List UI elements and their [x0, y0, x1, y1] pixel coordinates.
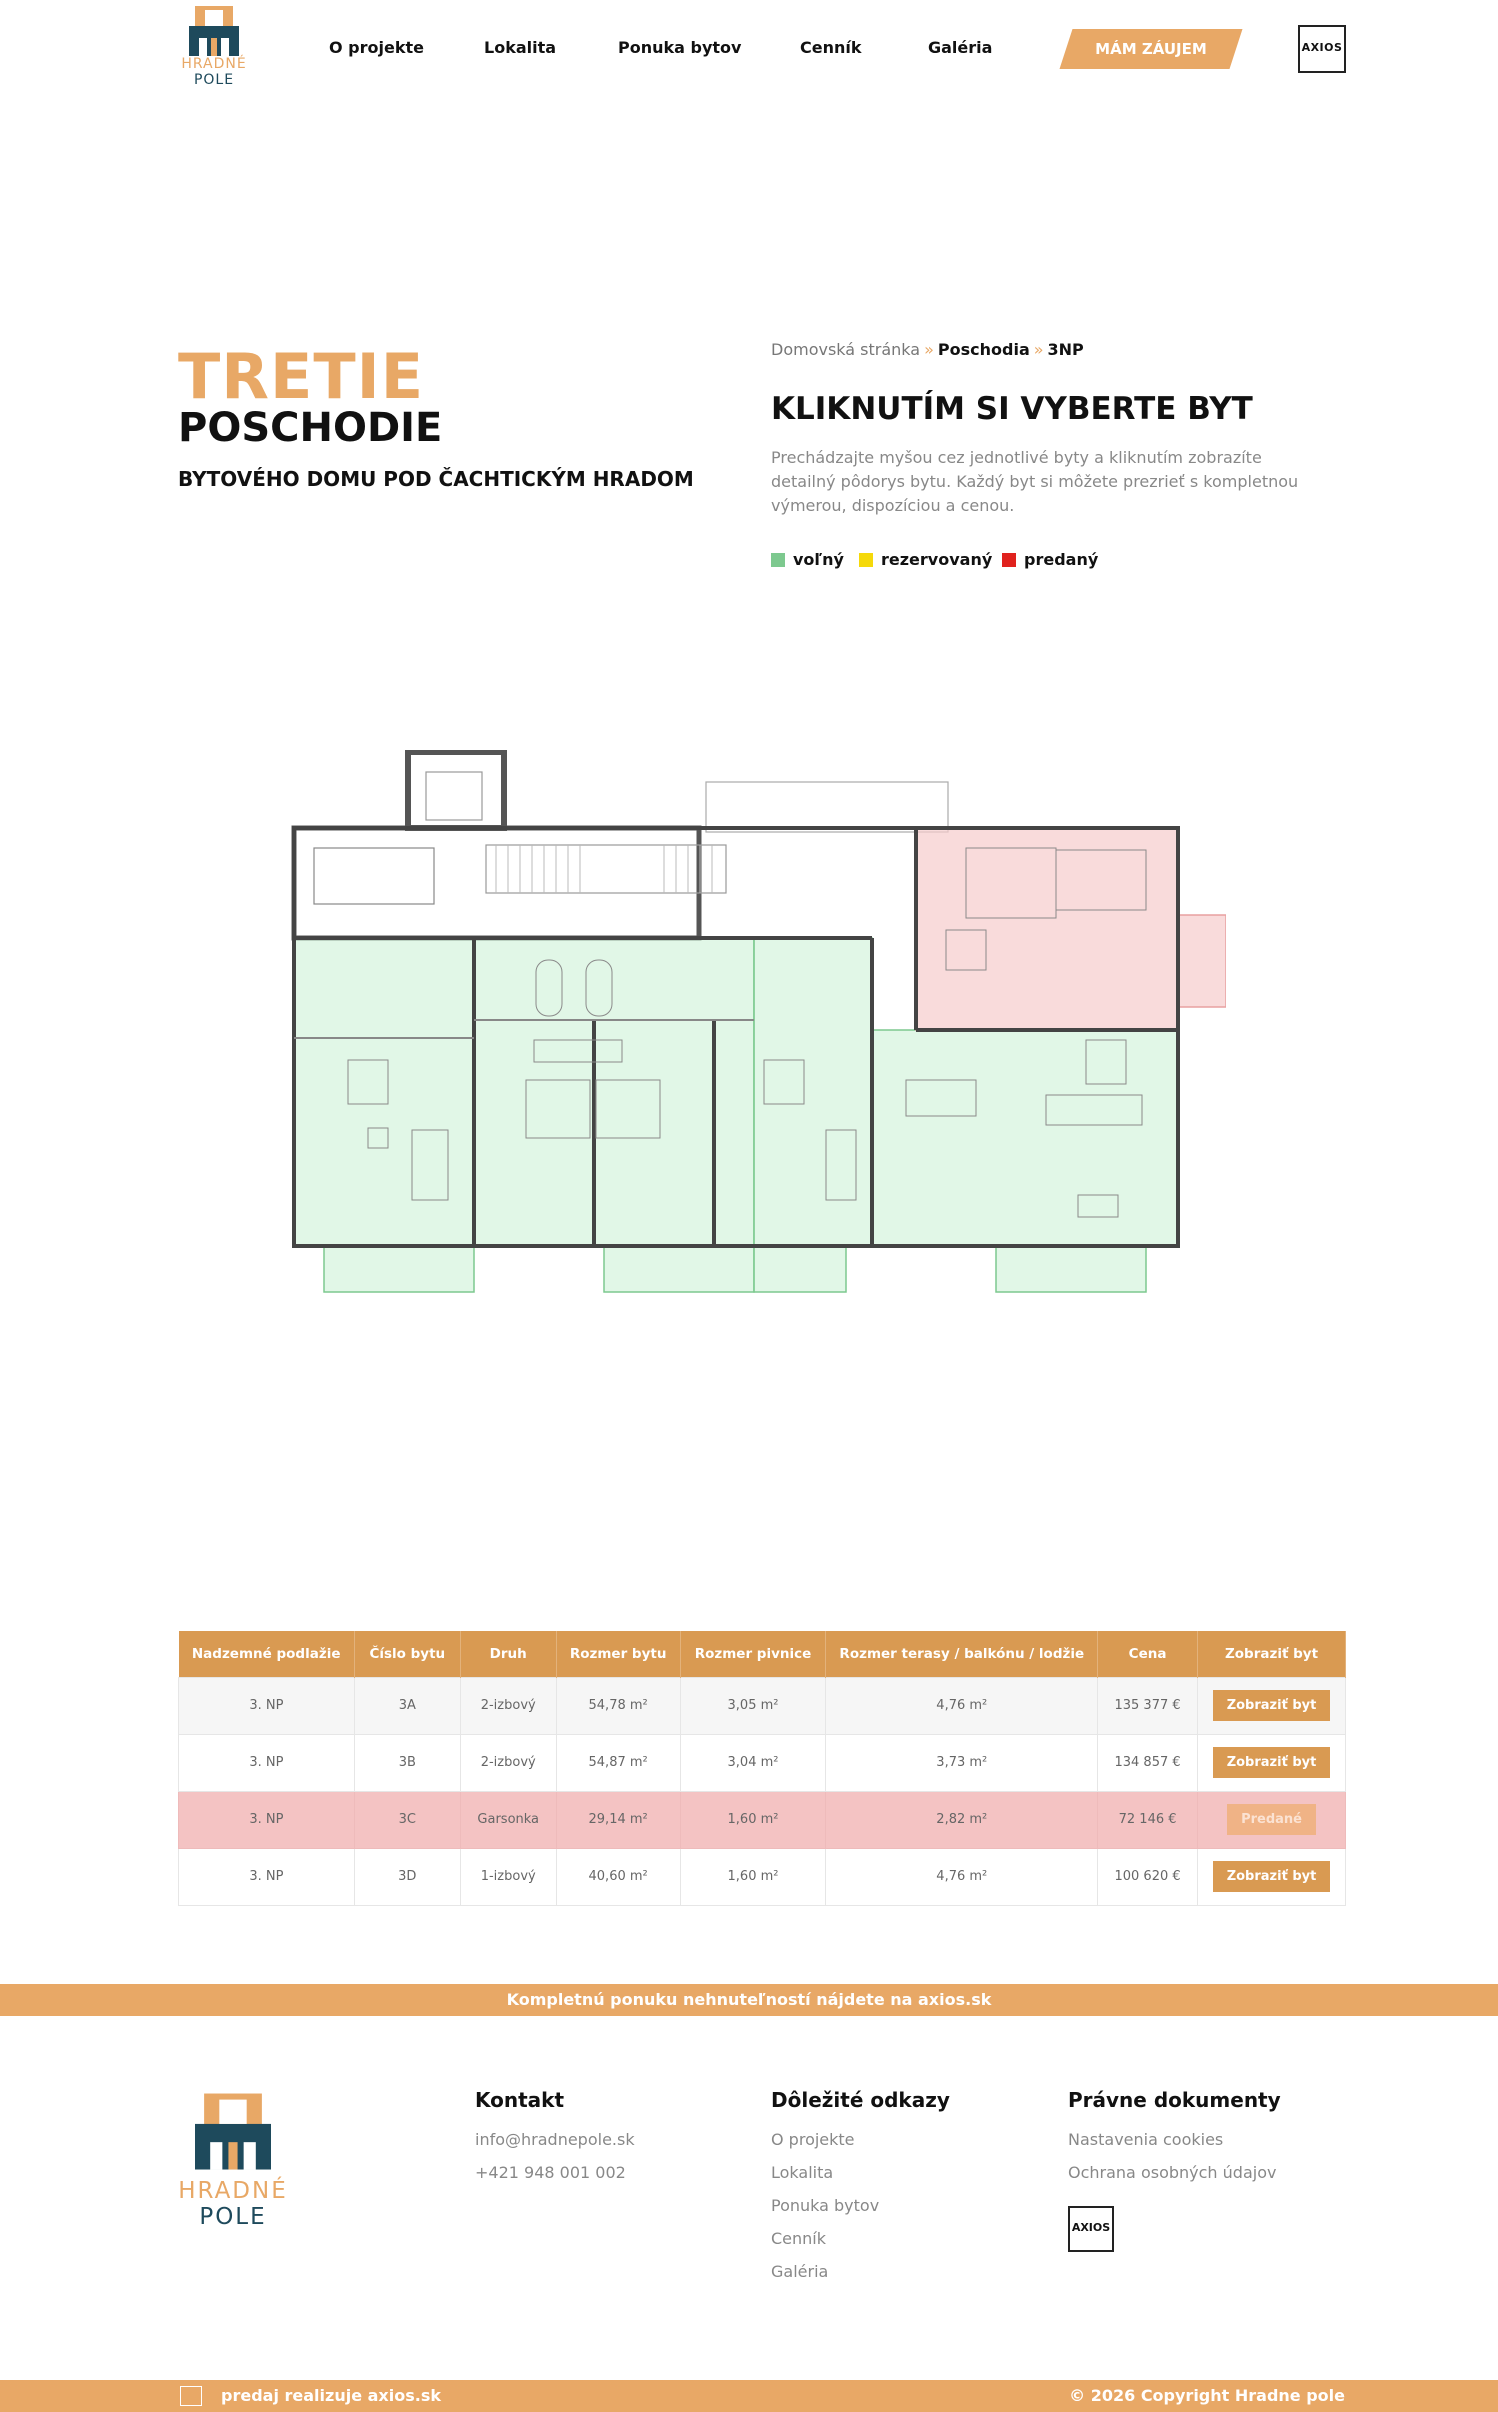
- footer-link-lokalita[interactable]: Lokalita: [771, 2163, 834, 2182]
- logo-text-top: HRADNÉ: [181, 56, 247, 72]
- nav-o-projekte[interactable]: O projekte: [329, 38, 424, 57]
- picker-title: KLIKNUTÍM SI VYBERTE BYT: [771, 391, 1253, 427]
- col-type: Druh: [460, 1631, 556, 1677]
- breadcrumb-current: 3NP: [1047, 340, 1084, 359]
- footer-privacy-link[interactable]: Ochrana osobných údajov: [1068, 2163, 1277, 2182]
- hero-subtitle: BYTOVÉHO DOMU POD ČACHTICKÝM HRADOM: [178, 467, 694, 491]
- footer-link-o-projekte[interactable]: O projekte: [771, 2130, 855, 2149]
- castle-logo-icon: [195, 2090, 271, 2170]
- footer-axios-logo[interactable]: AXIOS: [1068, 2206, 1114, 2252]
- view-apartment-button[interactable]: Zobraziť byt: [1213, 1747, 1331, 1778]
- col-floor: Nadzemné podlažie: [179, 1631, 355, 1677]
- col-price: Cena: [1098, 1631, 1198, 1677]
- axios-small-icon: [180, 2386, 202, 2406]
- hero-title: POSCHODIE: [178, 405, 443, 451]
- table-header-row: [179, 1631, 1346, 1677]
- table-row[interactable]: 3. NP 3D 1-izbový 40,60 m² 1,60 m² 4,76 m² 100 620 € Zobraziť byt: [179, 1848, 1346, 1905]
- table-row[interactable]: 3. NP 3A 2-izbový 54,78 m² 3,05 m² 4,76 m² 135 377 € Zobraziť byt: [179, 1677, 1346, 1734]
- nav-lokalita[interactable]: Lokalita: [484, 38, 557, 57]
- footer-links: [771, 2088, 950, 2295]
- col-size: Rozmer bytu: [556, 1631, 680, 1677]
- breadcrumb-level[interactable]: Poschodia: [937, 340, 1030, 359]
- footer-cookies-link[interactable]: Nastavenia cookies: [1068, 2130, 1224, 2149]
- copyright-text: © 2026 Copyright Hradne pole: [1069, 2386, 1345, 2405]
- bottom-left-text[interactable]: predaj realizuje axios.sk: [221, 2386, 441, 2405]
- legend-swatch: [859, 553, 873, 567]
- floorplan: [286, 750, 1226, 1310]
- site-header: [0, 0, 1498, 100]
- col-unit: Číslo bytu: [354, 1631, 460, 1677]
- footer-email[interactable]: info@hradnepole.sk: [475, 2130, 635, 2149]
- breadcrumb-separator: »: [1033, 340, 1044, 359]
- table-row[interactable]: 3. NP 3B 2-izbový 54,87 m² 3,04 m² 3,73 m² 134 857 € Zobraziť byt: [179, 1734, 1346, 1791]
- interest-button[interactable]: MÁM ZÁUJEM: [1060, 29, 1243, 69]
- footer-links-title: Dôležité odkazy: [771, 2088, 950, 2112]
- axios-banner[interactable]: Kompletnú ponuku nehnuteľností nájdete na axios.sk: [0, 1984, 1498, 2016]
- footer-link-cennik[interactable]: Cenník: [771, 2229, 827, 2248]
- footer-legal: [1068, 2088, 1281, 2196]
- logo-text-bottom: POLE: [193, 72, 235, 88]
- col-terrace: Rozmer terasy / balkónu / lodžie: [826, 1631, 1098, 1677]
- legend-reserved: rezervovaný: [859, 550, 992, 569]
- footer-legal-title: Právne dokumenty: [1068, 2088, 1281, 2112]
- logo-text-top: HRADNÉ: [178, 2178, 288, 2204]
- breadcrumb: [771, 340, 1084, 359]
- footer-link-ponuka-bytov[interactable]: Ponuka bytov: [771, 2196, 880, 2215]
- site-logo[interactable]: [178, 4, 250, 96]
- axios-logo[interactable]: AXIOS: [1298, 25, 1346, 73]
- view-apartment-button[interactable]: Zobraziť byt: [1213, 1690, 1331, 1721]
- footer-phone[interactable]: +421 948 001 002: [475, 2163, 626, 2182]
- nav-ponuka-bytov[interactable]: Ponuka bytov: [618, 38, 742, 57]
- nav-galeria[interactable]: Galéria: [928, 38, 993, 57]
- breadcrumb-separator: »: [924, 340, 934, 359]
- legend-sold: predaný: [1002, 550, 1098, 569]
- sold-badge: Predané: [1227, 1804, 1316, 1835]
- footer-logo[interactable]: [178, 2090, 288, 2230]
- footer-contact-title: Kontakt: [475, 2088, 565, 2112]
- legend-swatch: [771, 553, 785, 567]
- view-apartment-button[interactable]: Zobraziť byt: [1213, 1861, 1331, 1892]
- apartments-table: [178, 1631, 1346, 1906]
- hero-title-accent: TRETIE: [178, 340, 425, 413]
- col-cellar: Rozmer pivnice: [680, 1631, 826, 1677]
- footer-link-galeria[interactable]: Galéria: [771, 2262, 829, 2281]
- castle-logo-icon: [189, 4, 239, 56]
- table-row-sold[interactable]: 3. NP 3C Garsonka 29,14 m² 1,60 m² 2,82 m² 72 146 € Predané: [179, 1791, 1346, 1848]
- logo-text-bottom: POLE: [199, 2204, 267, 2230]
- footer-contact: [475, 2088, 635, 2196]
- breadcrumb-home[interactable]: Domovská stránka: [771, 340, 921, 359]
- legend-free: voľný: [771, 550, 844, 569]
- bottom-bar: [0, 2380, 1498, 2412]
- legend-swatch: [1002, 553, 1016, 567]
- picker-description: Prechádzajte myšou cez jednotlivé byty a kliknutím zobrazíte detailný pôdorys bytu. Každý byt si môžete prezrieť s kompletnou výmerou, dispozíciou a cenou.: [771, 448, 1299, 515]
- nav-cennik[interactable]: Cenník: [800, 38, 862, 57]
- col-action: Zobraziť byt: [1198, 1631, 1346, 1677]
